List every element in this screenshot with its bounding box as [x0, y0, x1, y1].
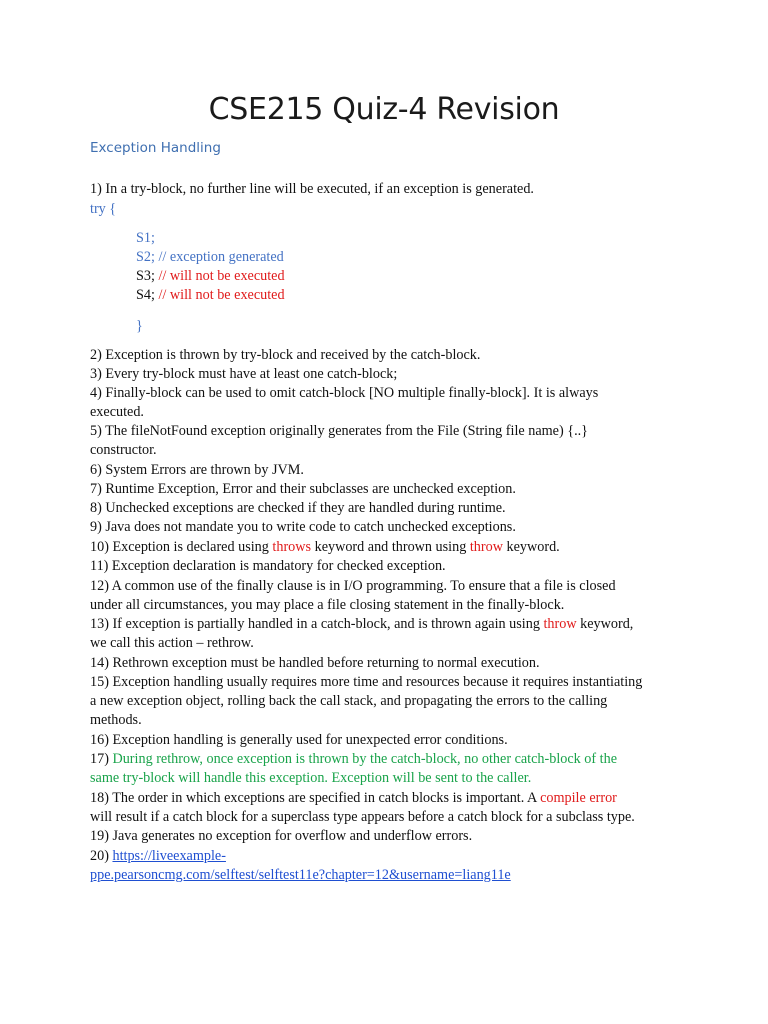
code-try-open: try {: [90, 201, 117, 217]
code-close-brace: }: [136, 318, 143, 334]
point-11: 11) Exception declaration is mandatory for checked exception.: [90, 558, 446, 574]
page-title: CSE215 Quiz-4 Revision: [208, 92, 560, 127]
code-statement: S4;: [136, 287, 159, 303]
point-2: 2) Exception is thrown by try-block and received by the catch-block.: [90, 347, 481, 363]
point-17-cont: same try-block will handle this exception. Exception will be sent to the caller.: [90, 770, 532, 786]
point-13-cont: we call this action – rethrow.: [90, 635, 254, 651]
point-18-cont: will result if a catch block for a superclass type appears before a catch block for a subclass type.: [90, 809, 635, 825]
point-4-cont: executed.: [90, 404, 144, 420]
text-segment: 17): [90, 751, 113, 767]
section-heading: Exception Handling: [90, 140, 221, 156]
point-13: [90, 615, 690, 634]
point-15: 15) Exception handling usually requires more time and resources because it requires instantiating: [90, 674, 643, 690]
code-line-s1: S1;: [136, 230, 155, 246]
point-14: 14) Rethrown exception must be handled before returning to normal execution.: [90, 655, 540, 671]
text-segment: 20): [90, 848, 113, 864]
point-5-cont: constructor.: [90, 442, 157, 458]
keyword-throw: throw: [543, 616, 577, 632]
point-20-cont: [90, 866, 690, 885]
code-statement: S3;: [136, 268, 159, 284]
text-segment: keyword.: [502, 539, 560, 555]
keyword-throw: throw: [469, 539, 503, 555]
code-line-s4: [136, 286, 736, 305]
selftest-link-cont[interactable]: ppe.pearsoncmg.com/selftest/selftest11e?chapter=12&username=liang11e: [90, 867, 511, 883]
point-20: [90, 847, 690, 866]
point-9: 9) Java does not mandate you to write code to catch unchecked exceptions.: [90, 519, 516, 535]
point-4: 4) Finally-block can be used to omit catch-block [NO multiple finally-block]. It is always: [90, 385, 599, 401]
point-3: 3) Every try-block must have at least one catch-block;: [90, 366, 398, 382]
point-5: 5) The fileNotFound exception originally generates from the File (String file name) {..}: [90, 423, 588, 439]
text-segment: 18) The order in which exceptions are specified in catch blocks is important. A: [90, 790, 541, 806]
code-line-s2: S2; // exception generated: [136, 249, 284, 265]
point-10: [90, 538, 690, 557]
text-segment: keyword,: [576, 616, 634, 632]
point-12: 12) A common use of the finally clause is in I/O programming. To ensure that a file is closed: [90, 578, 616, 594]
code-comment: // will not be executed: [158, 287, 285, 303]
point-12-cont: under all circumstances, you may place a file closing statement in the finally-block.: [90, 597, 565, 613]
keyword-compile-error: compile error: [540, 790, 617, 806]
point-15-cont2: methods.: [90, 712, 142, 728]
point-1: 1) In a try-block, no further line will be executed, if an exception is generated.: [90, 181, 534, 197]
highlight-text: During rethrow, once exception is thrown by the catch-block, no other catch-block of the: [112, 751, 618, 767]
point-17: [90, 750, 690, 769]
point-18: [90, 789, 690, 808]
point-19: 19) Java generates no exception for overflow and underflow errors.: [90, 828, 473, 844]
point-8: 8) Unchecked exceptions are checked if they are handled during runtime.: [90, 500, 506, 516]
point-6: 6) System Errors are thrown by JVM.: [90, 462, 304, 478]
text-segment: 10) Exception is declared using: [90, 539, 273, 555]
text-segment: 13) If exception is partially handled in a catch-block, and is thrown again using: [90, 616, 544, 632]
point-16: 16) Exception handling is generally used for unexpected error conditions.: [90, 732, 508, 748]
point-7: 7) Runtime Exception, Error and their subclasses are unchecked exception.: [90, 481, 516, 497]
code-line-s3: [136, 267, 736, 286]
text-segment: keyword and thrown using: [311, 539, 470, 555]
keyword-throws: throws: [272, 539, 312, 555]
point-15-cont: a new exception object, rolling back the call stack, and propagating the errors to the calling: [90, 693, 608, 709]
selftest-link[interactable]: https://liveexample-: [112, 848, 226, 864]
code-comment: // will not be executed: [158, 268, 285, 284]
